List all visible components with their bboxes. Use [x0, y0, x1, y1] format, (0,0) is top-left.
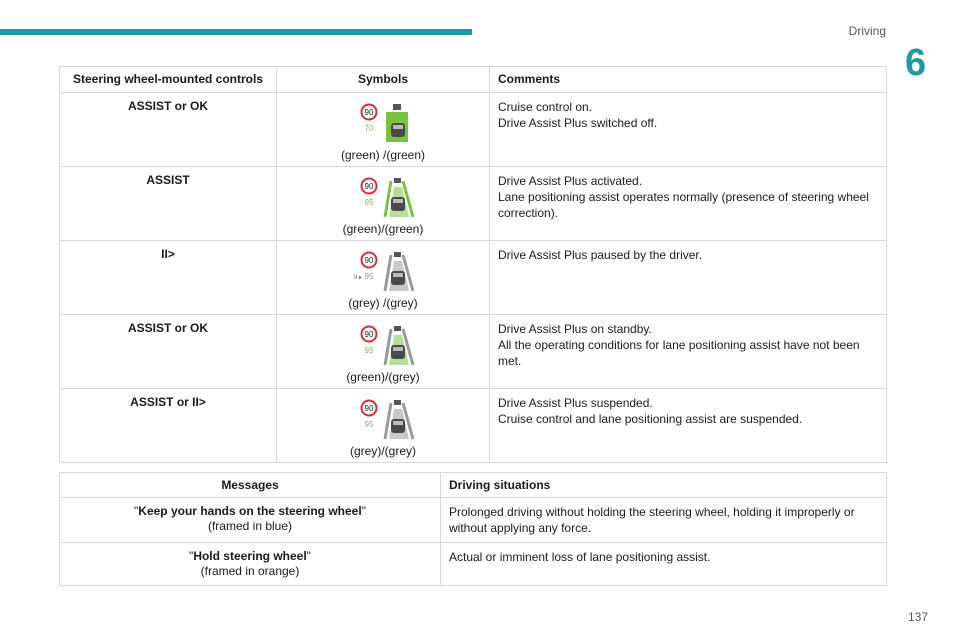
- comments-cell: [490, 389, 887, 463]
- page-number: 137: [907, 610, 928, 624]
- table-row: [60, 543, 887, 586]
- comment-line: Drive Assist Plus activated.: [498, 174, 643, 188]
- controls-table: [59, 66, 887, 463]
- header-accent-bar: [0, 29, 472, 35]
- situation-cell: Prolonged driving without holding the steering wheel, holding it improperly or without applying any force.: [441, 498, 887, 543]
- symbol-cell: [277, 93, 490, 167]
- control-cell: ASSIST or II>: [60, 389, 277, 463]
- column-header-messages: Messages: [60, 473, 441, 498]
- table-row: [60, 93, 887, 167]
- message-text: Keep your hands on the steering wheel: [138, 504, 362, 518]
- section-title: Driving: [848, 24, 886, 38]
- set-speed-value: 95: [364, 420, 374, 429]
- control-cell: II>: [60, 241, 277, 315]
- control-cell: ASSIST or OK: [60, 93, 277, 167]
- symbol-cell: [277, 389, 490, 463]
- message-text: Hold steering wheel: [193, 549, 307, 563]
- column-header-symbols: Symbols: [277, 67, 490, 93]
- symbol-cell: [277, 241, 490, 315]
- lane-assist-car-icon: [351, 175, 415, 219]
- set-speed-value: 95: [364, 272, 374, 281]
- comment-line: All the operating conditions for lane positioning assist have not been met.: [498, 338, 860, 368]
- comments-cell: [490, 315, 887, 389]
- speed-limit-value: 90: [364, 182, 374, 191]
- table-row: [60, 241, 887, 315]
- symbol-color-label: (grey) /(grey): [348, 296, 418, 310]
- symbol-cell: [277, 167, 490, 241]
- speed-limit-value: 90: [364, 404, 374, 413]
- lane-assist-car-icon: [351, 323, 415, 367]
- pause-symbol: II ▸: [354, 275, 363, 281]
- symbol-cell: [277, 315, 490, 389]
- comments-cell: [490, 167, 887, 241]
- column-header-situations: Driving situations: [441, 473, 887, 498]
- messages-table: [59, 472, 887, 586]
- table-row: [60, 498, 887, 543]
- symbol-color-label: (grey)/(grey): [349, 444, 416, 458]
- column-header-controls: Steering wheel-mounted controls: [60, 67, 277, 93]
- symbol-color-label: (green)/(grey): [346, 370, 420, 384]
- message-frame-note: (framed in orange): [200, 564, 300, 578]
- table-row: [60, 389, 887, 463]
- comment-line: Lane positioning assist operates normally (presence of steering wheel correction).: [498, 190, 869, 220]
- lane-assist-car-icon: [351, 249, 415, 293]
- speed-limit-value: 90: [364, 108, 374, 117]
- comments-cell: [490, 93, 887, 167]
- comment-line: Drive Assist Plus on standby.: [498, 322, 652, 336]
- cruise-car-icon: [351, 101, 415, 145]
- message-cell: "Hold steering wheel" (framed in orange): [60, 543, 441, 586]
- message-frame-note: (framed in blue): [207, 519, 293, 533]
- column-header-comments: Comments: [490, 67, 887, 93]
- situation-cell: Actual or imminent loss of lane positioning assist.: [441, 543, 887, 586]
- comment-line: Drive Assist Plus switched off.: [498, 116, 658, 130]
- table-row: [60, 167, 887, 241]
- comments-cell: [490, 241, 887, 315]
- set-speed-value: 70: [364, 124, 374, 133]
- speed-limit-value: 90: [364, 256, 374, 265]
- comment-line: Cruise control and lane positioning assist are suspended.: [498, 412, 803, 426]
- table-header-row: [60, 473, 887, 498]
- comment-line: Drive Assist Plus suspended.: [498, 396, 653, 410]
- chapter-number: 6: [905, 42, 927, 84]
- set-speed-value: 95: [364, 346, 374, 355]
- comment-line: Drive Assist Plus paused by the driver.: [498, 248, 703, 262]
- symbol-color-label: (green) /(green): [340, 148, 426, 162]
- message-cell: "Keep your hands on the steering wheel" (framed in blue): [60, 498, 441, 543]
- speed-limit-value: 90: [364, 330, 374, 339]
- symbol-color-label: (green)/(green): [342, 222, 424, 236]
- table-row: [60, 315, 887, 389]
- control-cell: ASSIST: [60, 167, 277, 241]
- lane-assist-car-icon: [351, 397, 415, 441]
- set-speed-value: 95: [364, 198, 374, 207]
- control-cell: ASSIST or OK: [60, 315, 277, 389]
- comment-line: Cruise control on.: [498, 100, 593, 114]
- table-header-row: [60, 67, 887, 93]
